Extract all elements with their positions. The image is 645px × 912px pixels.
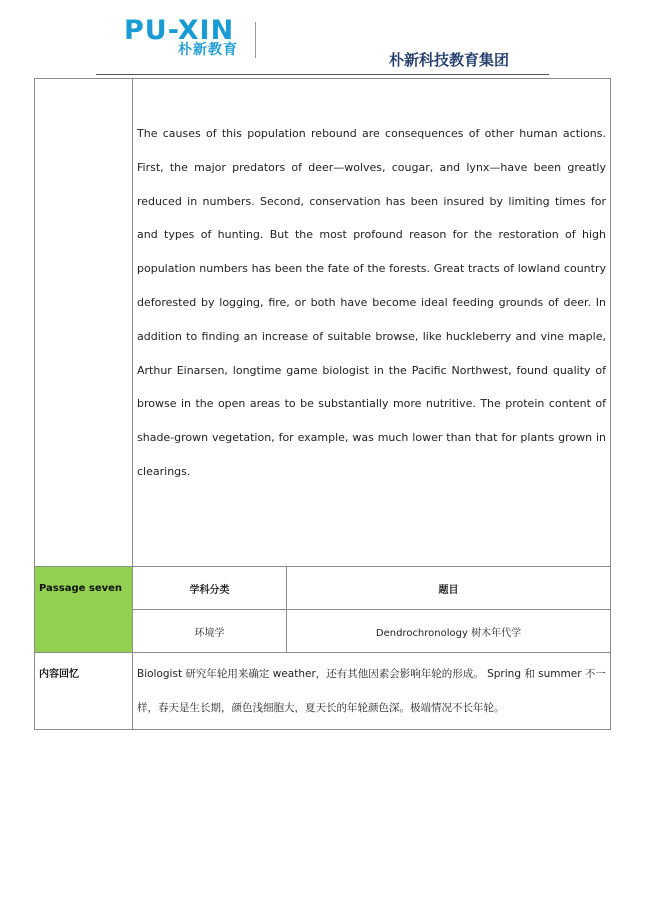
- passage-number-label: Passage seven: [34, 566, 133, 653]
- puxin-logo: PU-XIN: [124, 15, 235, 46]
- memory-label: 内容回忆: [34, 652, 133, 730]
- passage-paragraph: The causes of this population rebound are consequences of other human actions. First, the major predators of deer—wolves, cougar, and lynx—have been greatly reduced in numbers. Second, conservation has been insured by limiting times for and types of hunting. But the most profound reason for the restoration of high population numbers has been the fate of the forests. Great tracts of lowland country deforested by logging, fire, or both have become ideal feeding grounds of deer. In addition to finding an increase of suitable browse, like huckleberry and vine maple, Arthur Einarsen, longtime game biologist in the Pacific Northwest, found quality of browse in the open areas to be substantially more nutritive. The protein content of shade-grown vegetation, for example, was much lower than that for plants grown in clearings.: [137, 127, 606, 478]
- passage-label-cell: [34, 78, 133, 567]
- puxin-logo-chinese: 朴新教育: [178, 42, 238, 58]
- title-value: Dendrochronology 树木年代学: [286, 609, 611, 653]
- memory-text: Biologist 研究年轮用来确定 weather，还有其他因素会影响年轮的形成。 Spring 和 summer 不一样，春天是生长期，颜色浅细胞大，夏天长的年轮颜色深。极端情况不长年轮。: [137, 668, 606, 714]
- subject-value: 环境学: [132, 609, 287, 653]
- group-name: 朴新科技教育集团: [389, 51, 510, 69]
- subject-header: 学科分类: [132, 566, 287, 610]
- title-header: 题目: [286, 566, 611, 610]
